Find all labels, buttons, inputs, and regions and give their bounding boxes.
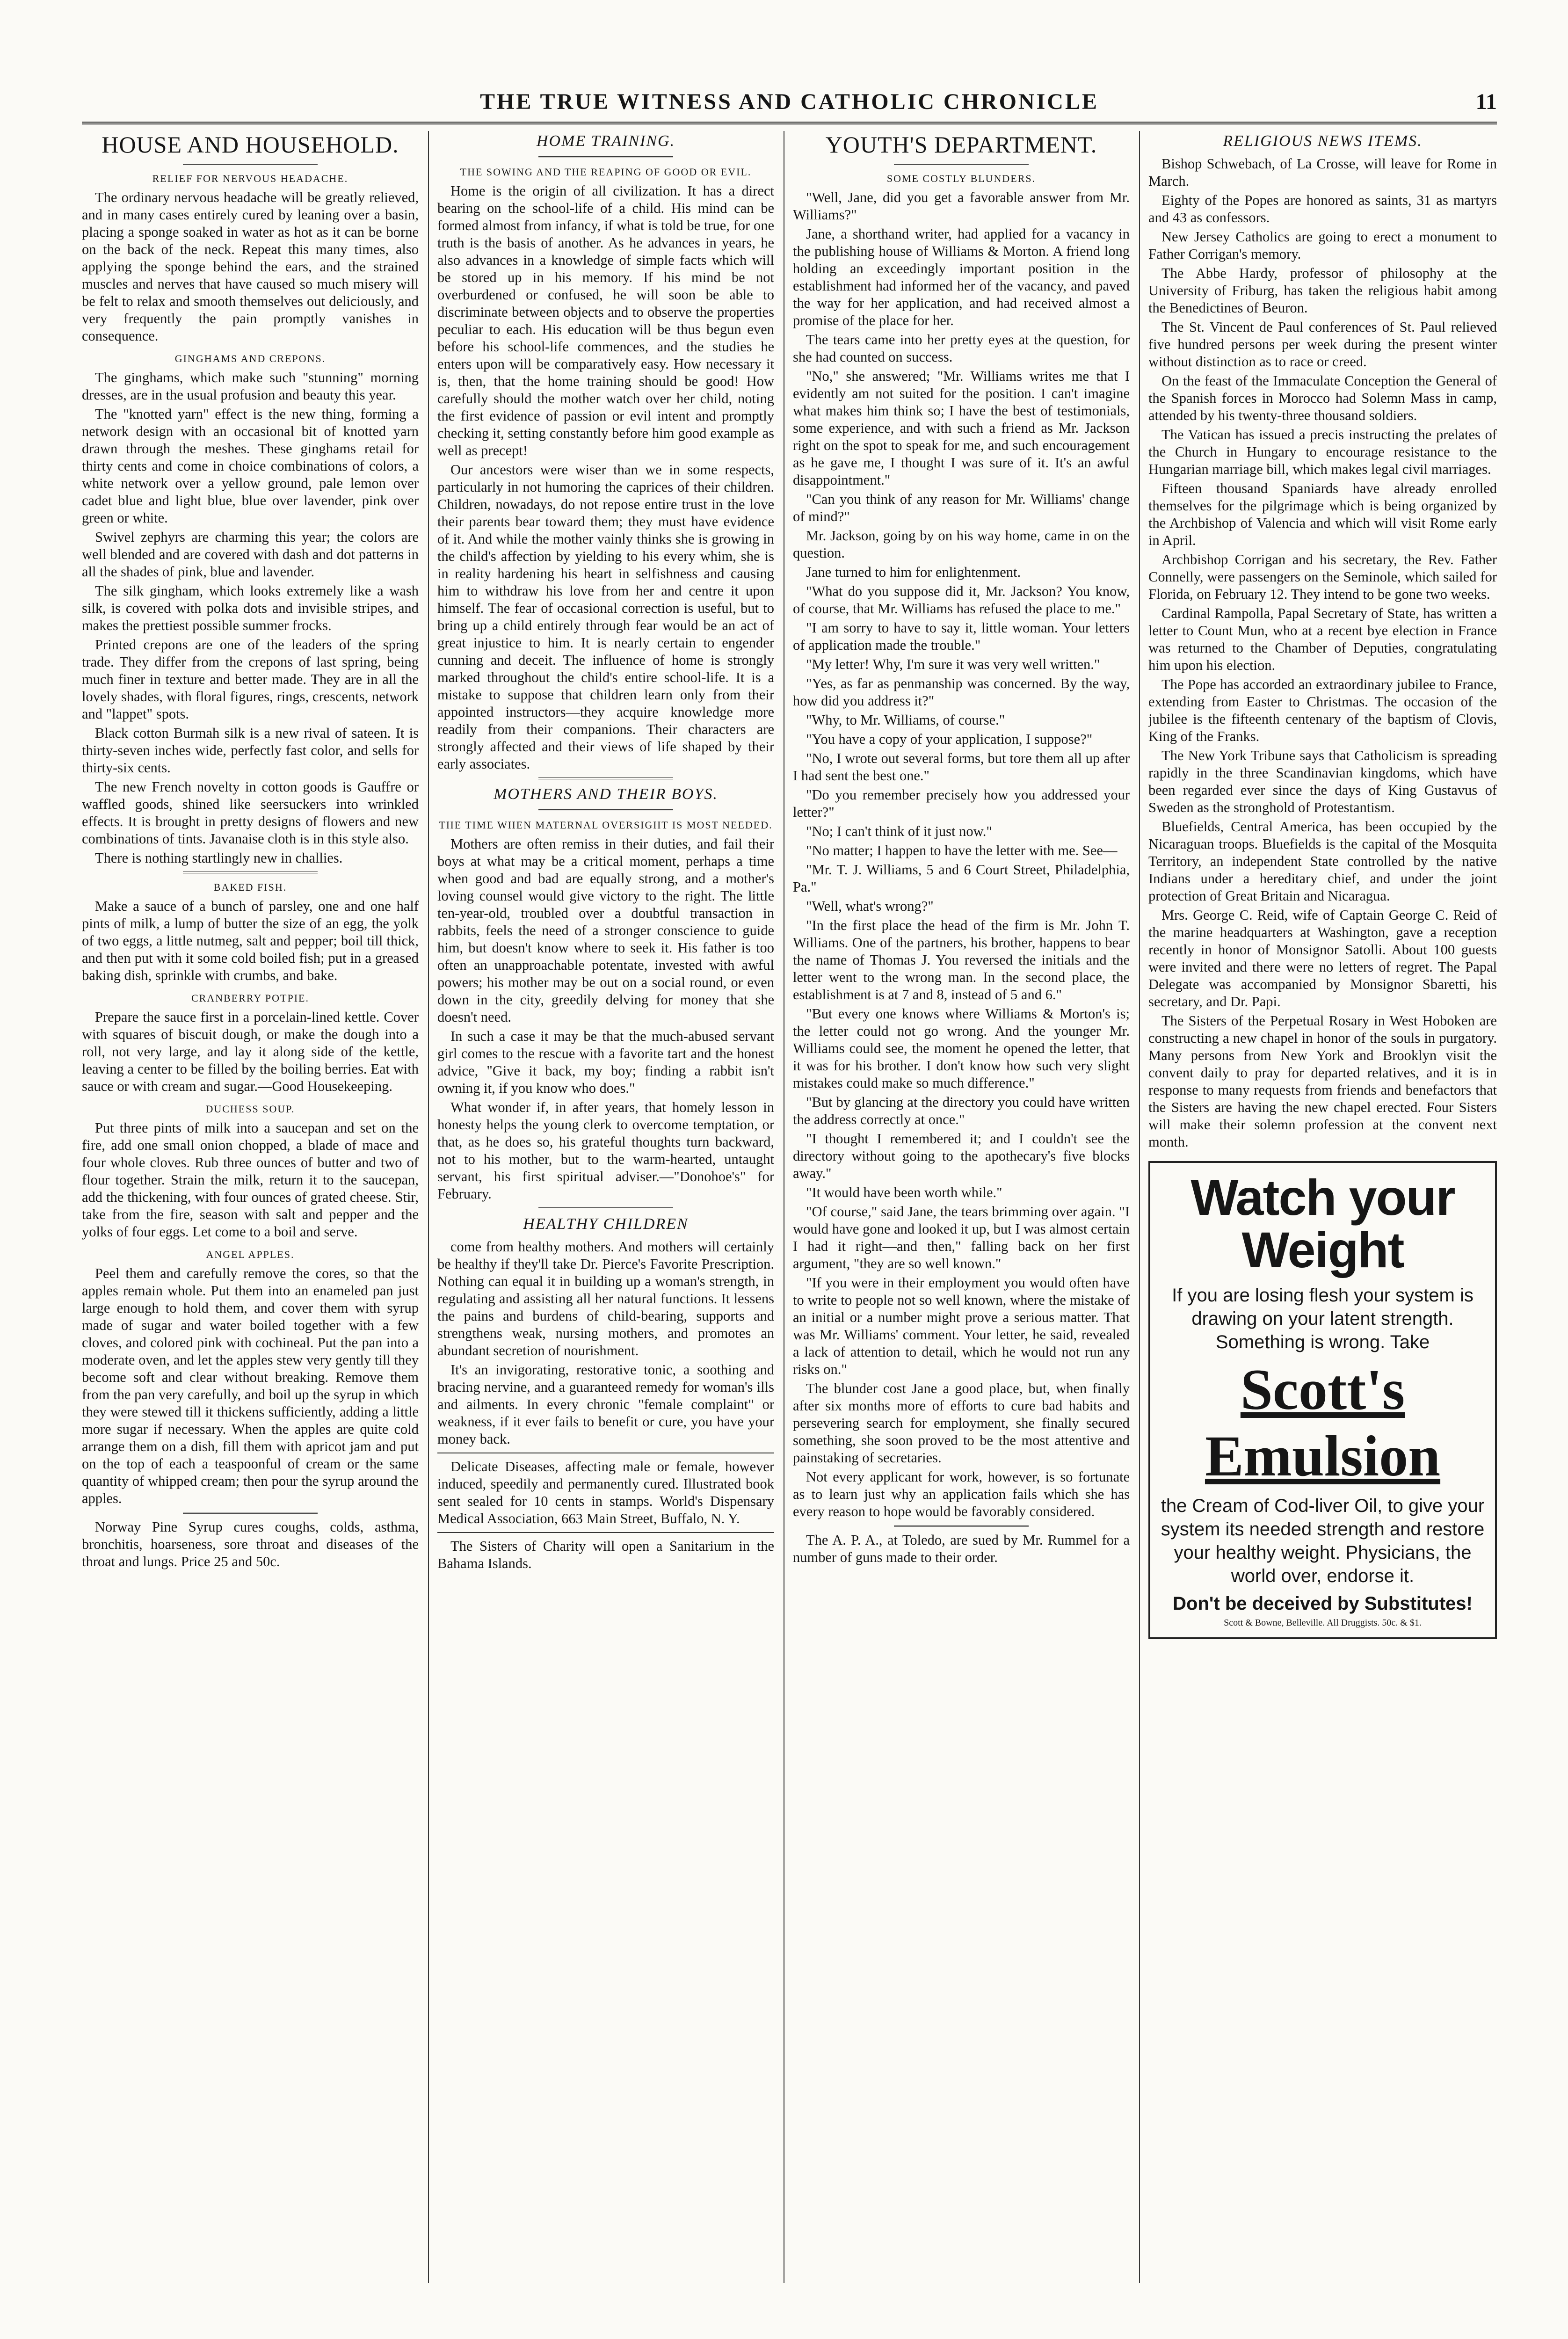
column-divider [428,131,429,2283]
article-paragraph: The ginghams, which make such "stunning" morning dresses, are in the usual profusion and beauty this year. [82,370,419,403]
news-item: New Jersey Catholics are going to erect a monument to Father Corrigan's memory. [1148,229,1497,262]
article-paragraph: It's an invigorating, restorative tonic, a soothing and bracing nervine, and a guaranteed remedy for woman's ills and ailments. In every chronic "female complaint" or weakness, if it ever fails to benefit or cure, you have your money back. [437,1362,774,1447]
article-paragraph: Put three pints of milk into a saucepan and set on the fire, add one small onion chopped, a blade of mace and four whole cloves. Rub three ounces of butter and two of flour together. Strain the milk, return it to the saucepan, add the thickening, with four ounces of grated cheese. Stir, take from the fire, season with salt and pepper and the yolks of four eggs. Let come to a boil and serve. [82,1120,419,1240]
ad-body-text: If you are losing flesh your system is drawing on your latent strength. Something is wrong. Take [1172,1285,1474,1352]
article-paragraph: "I am sorry to have to say it, little woman. Your letters of application made the trouble." [793,620,1130,653]
article-title: SOME COSTLY BLUNDERS. [886,173,1036,184]
news-item: The Pope has accorded an extraordinary jubilee to France, extending from Easter to Christmas. The occasion of the jubilee is the fifteenth centenary of the baptism of Clovis, King of the Franks. [1148,676,1497,744]
article-paragraph: There is nothing startlingly new in challies. [95,850,343,866]
article-paragraph: Black cotton Burmah silk is a new rival of sateen. It is thirty-seven inches wide, perfectly fast color, and sells for thirty-six cents. [82,725,419,776]
page-number: 11 [1475,89,1497,114]
news-item: The A. P. A., at Toledo, are sued by Mr. Rummel for a number of guns made to their order. [793,1532,1130,1565]
article-paragraph: Printed crepons are one of the leaders of the spring trade. They differ from the crepons of last spring, being much finer in texture and better made. They are in all the lovely shades, with floral figures, rings, crescents, network and "lappet" spots. [82,637,419,722]
section-heading: YOUTH'S DEPARTMENT. [825,131,1097,158]
article-paragraph: The silk gingham, which looks extremely like a wash silk, is covered with polka dots and invisible stripes, and makes the prettiest possible summer frocks. [82,583,419,633]
divider [538,156,673,158]
section-heading: HOUSE AND HOUSEHOLD. [102,131,399,158]
news-item: The Sisters of Charity will open a Sanitarium in the Bahama Islands. [437,1538,774,1571]
column-home-training [437,131,774,2283]
column-divider [1139,131,1140,2283]
article-title: RELIEF FOR NERVOUS HEADACHE. [152,173,348,184]
article-paragraph: The ordinary nervous headache will be greatly relieved, and in many cases entirely cured by leaning over a basin, placing a sponge soaked in water as hot as it can be borne on the back of the neck. Repeat this many times, also applying the sponge behind the ears, and the strained muscles and nerves that have caused so much misery will be felt to relax and smooth themselves out deliciously, and very frequently the pain promptly vanishes in consequence. [82,189,419,344]
masthead-title: THE TRUE WITNESS AND CATHOLIC CHRONICLE [480,89,1099,114]
article [82,1247,419,1507]
article [82,991,419,1095]
article [82,880,419,984]
article-paragraph: "No," she answered; "Mr. Williams writes me that I evidently am not suited for the position. I can't imagine what makes him think so; I have the best of testimonials, some experience, and with such a friend as Mr. Jackson right on the spot to speak for me, and such encouragement as he gave me, I thought I was sure of it. It's an awful disappointment." [793,368,1130,488]
news-item: The Abbe Hardy, professor of philosophy at the University of Friburg, has taken the religious habit among the Benedictines of Beuron. [1148,265,1497,316]
divider [538,809,673,811]
article-paragraph: "Well, what's wrong?" [806,898,934,914]
article-title: CRANBERRY POTPIE. [191,992,309,1004]
article-paragraph: Make a sauce of a bunch of parsley, one and one half pints of milk, a lump of butter the size of an egg, the yolk of two eggs, a little nutmeg, salt and pepper; boil till thick, and then put with it some cold boiled fish; put in a greased baking dish, sprinkle with crumbs, and bake. [82,898,419,983]
article-title: ANGEL APPLES. [206,1249,295,1260]
column-youths-department [793,131,1130,2283]
article-paragraph: Mr. Jackson, going by on his way home, came in on the question. [793,528,1130,561]
article-paragraph: "What do you suppose did it, Mr. Jackson? You know, of course, that Mr. Williams has refused the place to me." [793,583,1130,617]
divider [894,163,1029,165]
section-heading: HEALTHY CHILDREN [523,1215,689,1233]
article [82,1102,419,1241]
article-title: GINGHAMS AND CREPONS. [174,353,326,364]
article-paragraph: "No; I can't think of it just now." [806,823,992,839]
article-paragraph: What wonder if, in after years, that homely lesson in honesty helps the young clerk to overcome temptation, or that, as he does so, his grateful thoughts turn backward, not to his mother, but to the warm-hearted, untaught servant, his first spiritual adviser.—"Donohoe's" for February. [437,1099,774,1202]
article-paragraph: The new French novelty in cotton goods is Gauffre or waffled goods, shined like seersuckers into wrinkled effects. It is brought in pretty designs of flowers and new combinations of tints. Javanaise cloth is in this style also. [82,779,419,847]
masthead [82,89,1497,124]
article-paragraph: "Well, Jane, did you get a favorable answer from Mr. Williams?" [793,189,1130,223]
article-paragraph: Delicate Diseases, affecting male or female, however induced, speedily and permanently cured. Illustrated book sent sealed for 10 cents in stamps. World's Dispensary Medical Association, 663 Main Street, Buffalo, N. Y. [437,1459,774,1526]
ad-brand-name: Emulsion [1205,1424,1441,1488]
news-item: Archbishop Corrigan and his secretary, the Rev. Father Connelly, were passengers on the Seminole, which sailed for Florida, on February 12. They intend to be gone two weeks. [1148,552,1497,602]
divider [183,1512,318,1514]
news-item: Eighty of the Popes are honored as saints, 31 as martyrs and 43 as confessors. [1148,192,1497,225]
news-item: Fifteen thousand Spaniards have already enrolled themselves for the pilgrimage which is being organized by the Archbishop of Valencia and which will visit Rome early in April. [1148,480,1497,548]
article-paragraph: Jane, a shorthand writer, had applied for a vacancy in the publishing house of Williams & Morton. A friend long holding an exceedingly important position in the establishment had informed her of the vacancy, and paved the way for her application, and had received almost a promise of the place for her. [793,226,1130,328]
news-item: On the feast of the Immaculate Conception the General of the Spanish forces in Morocco had Solemn Mass in camp, attended by his twenty-three thousand soldiers. [1148,373,1497,423]
news-item: Bishop Schwebach, of La Crosse, will leave for Rome in March. [1148,156,1497,189]
ad-headline: Watch your Weight [1191,1169,1455,1278]
divider [538,1207,673,1209]
ad-brand-name: Scott's [1240,1358,1405,1422]
article-title: THE TIME WHEN MATERNAL OVERSIGHT IS MOST NEEDED. [439,819,773,831]
news-item: Cardinal Rampolla, Papal Secretary of State, has written a letter to Count Mun, who at a recent bye election in France was returned to the Chamber of Deputies, congratulating him upon his election. [1148,605,1497,673]
article-paragraph: The blunder cost Jane a good place, but, when finally after six months more of efforts to cure bad habits and persevering search for employment, she finally secured something, she soon proved to be the most attentive and painstaking of secretaries. [793,1380,1130,1466]
section-heading: HOME TRAINING. [536,132,675,150]
article-paragraph: Swivel zephyrs are charming this year; the colors are well blended and are covered with dash and dot patterns in all the shades of pink, blue and lavender. [82,529,419,580]
article-paragraph: "No matter; I happen to have the letter with me. See— [806,843,1118,858]
article [82,171,419,345]
article-title: BAKED FISH. [213,881,287,893]
article-paragraph: In such a case it may be that the much-abused servant girl comes to the rescue with a favorite tart and the honest advice, "Give it back, my boy; finding a rabbit isn't owning it, if you know who does." [437,1028,774,1096]
article-paragraph: "Can you think of any reason for Mr. Williams' change of mind?" [793,491,1130,524]
divider [437,1532,774,1533]
article-paragraph: "No, I wrote out several forms, but tore them all up after I had sent the best one." [793,750,1130,784]
column-religious-news [1148,131,1497,2283]
ad-warning: Don't be deceived by Substitutes! [1173,1593,1473,1614]
article-paragraph: The "knotted yarn" effect is the new thing, forming a network design with an occasional bit of knotted yarn drawn through the meshes. These ginghams retail for thirty cents and come in choice combinations of colors, a white network over a yellow ground, pale lemon over cadet blue and light blue, blue over lavender, pink over green or white. [82,406,419,526]
scotts-emulsion-advertisement [1148,1161,1497,1639]
article-paragraph: Mothers are often remiss in their duties, and fail their boys at what may be a critical moment, perhaps a time when good and bad are equally strong, and a mother's loving counsel would give victory to the right. The little ten-year-old, troubled over a doubtful transaction in rabbits, feels the need of a stronger conscience to guide him, but doesn't know where to seek it. His father is too often an unapproachable potentate, invested with awful powers; his mother may be out on a social round, or even down in the city, greedily delving for money that she doesn't need. [437,836,774,1025]
divider [894,1525,1029,1527]
article-paragraph: Peel them and carefully remove the cores, so that the apples remain whole. Put them into an enameled pan just large enough to hold them, and cover them with syrup made of sugar and water boiled together with a few cloves, and colored pink with cochineal. Put the pan into a moderate oven, and let the apples stew very gently till they become soft and clear without breaking. Remove them from the pan very carefully, and boil up the syrup in which they were stewed till it thickens sufficiently, adding a little more sugar if necessary. When the apples are quite cold arrange them on a dish, fill them with apricot jam and put on the top of each a teaspoonful of cream or the same quantity of whipped cream; then pour the syrup around the apples. [82,1265,419,1506]
article-paragraph: "Of course," said Jane, the tears brimming over again. "I would have gone and looked it up, but I was almost certain I had it right—and then," falling back on her first argument, "they are so well known." [793,1204,1130,1271]
ad-footer: Scott & Bowne, Belleville. All Druggists. 50c. & $1. [1224,1618,1422,1628]
article-paragraph: "You have a copy of your application, I suppose?" [806,731,1093,747]
article-paragraph: Not every applicant for work, however, is so fortunate as to learn just why an application fails which she has every reason to hope would be favorably considered. [793,1469,1130,1519]
newspaper-page [82,70,1497,2316]
article-paragraph: "It would have been worth while." [806,1184,1002,1200]
article-title: THE SOWING AND THE REAPING OF GOOD OR EVIL. [460,166,752,178]
article-paragraph: come from healthy mothers. And mothers will certainly be healthy if they'll take Dr. Pierce's Favorite Prescription. Nothing can equal it in building up a woman's strength, in regulating and assisting all her natural functions. It lessens the pains and burdens of child-bearing, supports and strengthens weak, nursing mothers, and promotes an abundant secretion of nourishment. [437,1239,774,1358]
article-paragraph: "I thought I remembered it; and I couldn't see the directory without going to the apothecary's five blocks away." [793,1131,1130,1181]
divider [183,163,318,165]
section-heading: RELIGIOUS NEWS ITEMS. [1223,132,1423,150]
article-paragraph: "If you were in their employment you would often have to write to people not so well known, where the mistake of an initial or a number might prove a serious matter. That was Mr. Williams' comment. Your letter, he said, revealed a lack of attention to detail, which he would not run any risks on." [793,1275,1130,1377]
article-paragraph: "Do you remember precisely how you addressed your letter?" [793,787,1130,820]
news-item: The St. Vincent de Paul conferences of St. Paul relieved five hundred persons per week during the present winter without distinction as to race or creed. [1148,319,1497,370]
advertisement-notice: Norway Pine Syrup cures coughs, colds, asthma, bronchitis, hoarseness, sore throat and diseases of the throat and lungs. Price 25 and 50c. [82,1519,419,1569]
article-title: DUCHESS SOUP. [205,1103,295,1115]
section-heading: MOTHERS AND THEIR BOYS. [494,785,718,803]
news-item: The New York Tribune says that Catholicism is spreading rapidly in the three Scandinavian kingdoms, which have been regarded ever since the days of King Gustavus of Sweden as the stronghold of Protestantism. [1148,748,1497,815]
article-paragraph: Home is the origin of all civilization. It has a direct bearing on the school-life of a child. His mind can be formed almost from infancy, if what is told be true, for one truth is the basis of another. As he advances in years, he also advances in a knowledge of simple facts which will be stored up in his memory. If his mind be not overburdened or confused, he will soon be able to discriminate between objects and to observe the properties peculiar to each. His education will be thus begun even before his school-life commences, and the studies he enters upon will be comparatively easy. How necessary it is, then, that the home training should be good! How carefully should the mother watch over her child, noting the first evidence of passion or evil intent and promptly checking it, setting constantly before him good example as well as precept! [437,183,774,458]
article-paragraph: "Why, to Mr. Williams, of course." [806,712,1005,728]
article-paragraph: "Yes, as far as penmanship was concerned. By the way, how did you address it?" [793,676,1130,709]
news-item: The Vatican has issued a precis instructing the prelates of the Church in Hungary to encourage resistance to the Hungarian marriage bill, which makes legal civil marriages. [1148,427,1497,477]
article [82,351,419,867]
article-paragraph: "My letter! Why, I'm sure it was very well written." [806,656,1100,672]
ad-body-text: the Cream of Cod-liver Oil, to give your system its needed strength and restore your healthy weight. Physicians, the world over, endorse it. [1161,1496,1485,1586]
news-item: Mrs. George C. Reid, wife of Captain George C. Reid of the marine headquarters at Washington, gave a reception recently in honor of Monsignor Satolli. About 100 guests were invited and there were no letters of regret. The Papal Delegate was accompanied by Monsignor Sbaretti, his secretary, and Dr. Papi. [1148,907,1497,1010]
article-paragraph: Prepare the sauce first in a porcelain-lined kettle. Cover with squares of biscuit dough, or make the dough into a roll, not very large, and lay it along side of the kettle, leaving a center to be filled by the boiling berries. Eat with sauce or with cream and sugar.—Good Housekeeping. [82,1009,419,1094]
article-paragraph: Jane turned to him for enlightenment. [806,564,1021,580]
divider [183,872,318,873]
news-item: Bluefields, Central America, has been occupied by the Nicaraguan troops. Bluefields is the capital of the Mosquita Territory, an independent State controlled by the native Indians under a hereditary chief, and under the joint protection of Great Britain and Nicaragua. [1148,819,1497,904]
article-paragraph: "But every one knows where Williams & Morton's is; the letter could not go wrong. And the younger Mr. Williams could see, the moment he opened the letter, that it was for his brother. I don't know how such very slight mistakes could make so much difference." [793,1006,1130,1091]
article-paragraph: "But by glancing at the directory you could have written the address correctly at once." [793,1094,1130,1127]
article-paragraph: Our ancestors were wiser than we in some respects, particularly in not humoring the caprices of their children. Children, nowadays, do not repose entire trust in the love their parents bear toward them; they must have evidence of it. And while the mother vainly thinks she is growing in the child's affection by yielding to his every whim, she is in reality hardening his heart in selfishness and causing him to withdraw his love from her and centre it upon himself. The fear of occasional correction is useful, but to bring up a child entirely through fear would be an act of great injustice to him. It is nearly certain to engender cunning and deceit. The influence of home is strongly marked throughout the child's entire school-life. It is a mistake to suppose that children learn only from their appointed instructors—they acquire knowledge more readily from their companions. Their characters are strongly affected and their views of life shaped by their early associates. [437,462,774,772]
article-paragraph: "In the first place the head of the firm is Mr. John T. Williams. One of the partners, his brother, happens to bear the name of Thomas J. You reversed the initials and the letter went to the wrong man. In the second place, the establishment is at 7 and 8, instead of 5 and 6." [793,917,1130,1002]
divider [538,777,673,779]
column-house-and-household [82,131,419,2283]
article-paragraph: "Mr. T. J. Williams, 5 and 6 Court Street, Philadelphia, Pa." [793,862,1130,895]
news-item: The Sisters of the Perpetual Rosary in West Hoboken are constructing a new chapel in honor of the souls in purgatory. Many persons from New York and Brooklyn visit the convent daily to pray for departed relatives, and it is in response to many requests from friends and benefactors that the Sisters are having the new chapel erected. Four Sisters will make their solemn profession at the convent next month. [1148,1013,1497,1150]
article-paragraph: The tears came into her pretty eyes at the question, for she had counted on success. [793,332,1130,365]
